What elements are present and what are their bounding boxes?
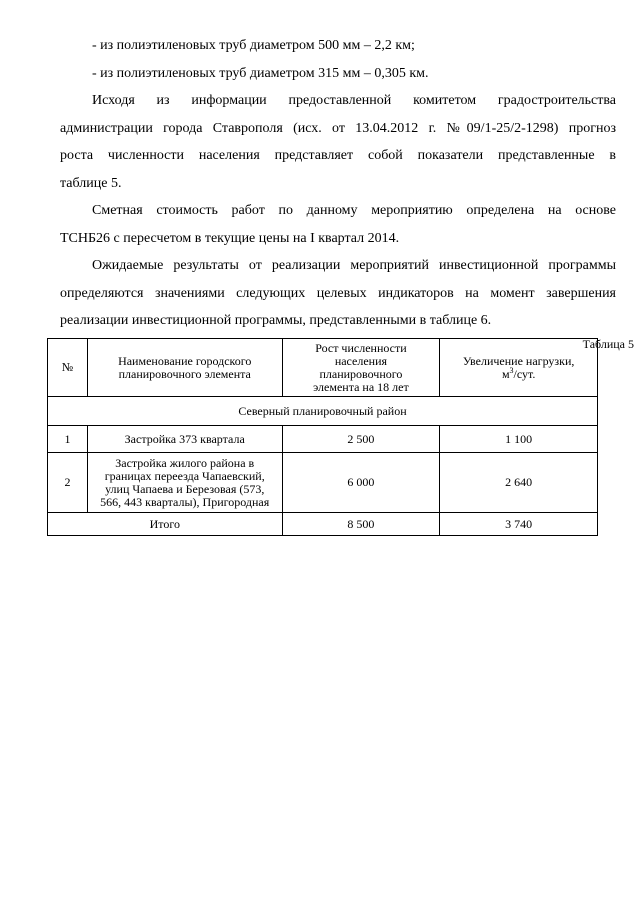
paragraph-forecast-line-2: администрации города Ставрополя (исх. от 13.04.2012 г. №09/1-25/2-1298) прогноз <box>60 120 616 136</box>
row-load: 1 100 <box>440 426 598 453</box>
paragraph-cost-line-2: ТСНБ26 с пересчетом в текущие цены на I квартал 2014. <box>60 230 400 246</box>
header-number: № <box>48 339 88 397</box>
table-header-row <box>48 339 598 397</box>
header-load-unit: /сут. <box>513 366 536 381</box>
table-caption: Таблица 5 <box>582 336 634 351</box>
bullet-pe-315: - из полиэтиленовых труб диаметром 315 мм – 0,305 км. <box>92 65 429 81</box>
table-section-row <box>48 397 598 426</box>
header-element-name: Наименование городского планировочного элемента <box>87 339 282 397</box>
row-name: Застройка жилого района в границах переезда Чапаевский, улиц Чапаева и Березовая (573, 566, 443 кварталы), Пригородная <box>87 453 282 513</box>
bullet-pe-500: - из полиэтиленовых труб диаметром 500 мм – 2,2 км; <box>92 38 415 53</box>
paragraph-results-line-1: Ожидаемые результаты от реализации мероприятий инвестиционной программы <box>92 258 616 273</box>
paragraph-results-line-2: определяются значениями следующих целевых индикаторов на момент завершения <box>60 285 616 301</box>
section-title: Северный планировочный район <box>48 397 598 426</box>
header-population-growth: Рост численности населения планировочного элемента на 18 лет <box>282 339 440 397</box>
header-load-text: Увеличение нагрузки, м <box>462 353 575 381</box>
row-growth: 2 500 <box>282 426 440 453</box>
total-growth: 8 500 <box>282 513 440 536</box>
row-name: Застройка 373 квартала <box>87 426 282 453</box>
row-number: 1 <box>48 426 88 453</box>
paragraph-results-line-3: реализации инвестиционной программы, представленными в таблице 6. <box>60 313 492 328</box>
document-page <box>60 30 634 351</box>
table-total-row <box>48 513 598 536</box>
table-row <box>48 426 598 453</box>
total-label: Итого <box>48 513 283 536</box>
header-load-superscript: 3 <box>509 365 514 375</box>
row-growth: 6 000 <box>282 453 440 513</box>
row-load: 2 640 <box>440 453 598 513</box>
total-load: 3 740 <box>440 513 598 536</box>
row-number: 2 <box>48 453 88 513</box>
table-row <box>48 453 598 513</box>
paragraph-forecast-line-1: Исходя из информации предоставленной комитетом градостроительства <box>92 93 616 108</box>
paragraph-cost-line-1: Сметная стоимость работ по данному мероприятию определена на основе <box>92 203 616 218</box>
paragraph-forecast-line-4: таблице 5. <box>60 175 122 191</box>
population-load-table <box>47 338 598 536</box>
paragraph-forecast-line-3: роста численности населения представляет собой показатели представленные в <box>60 148 616 163</box>
header-load-increase <box>440 339 598 397</box>
